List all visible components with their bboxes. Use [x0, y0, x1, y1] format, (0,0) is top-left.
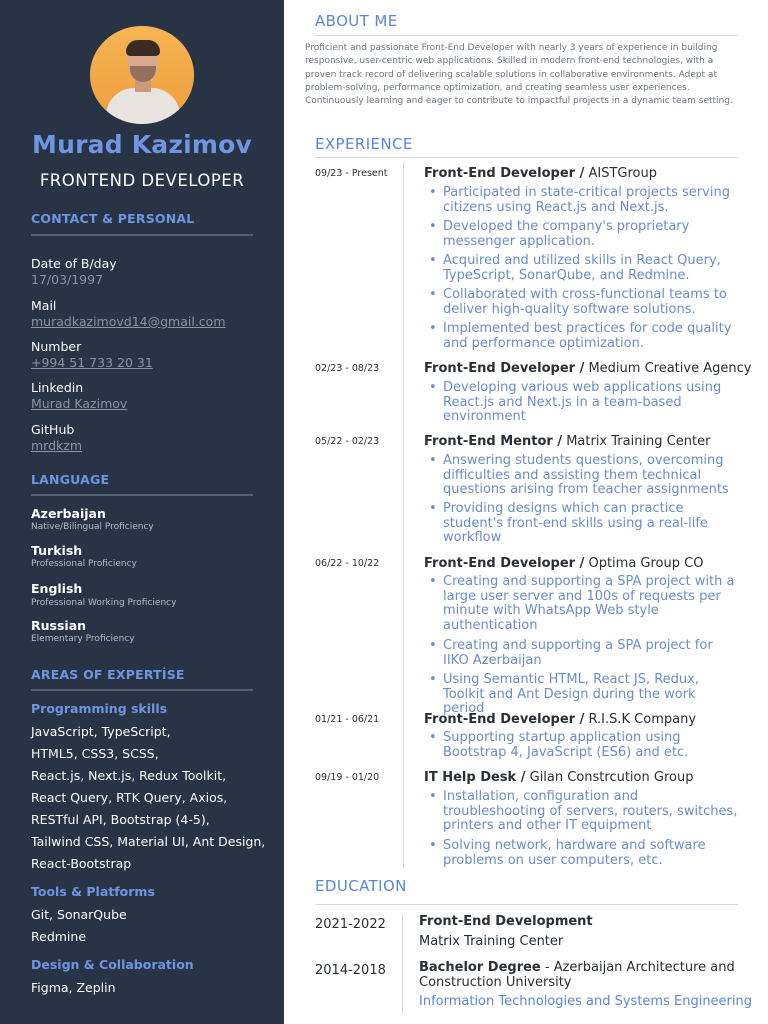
avatar	[90, 26, 194, 124]
expertise-section-title: AREAS OF EXPERTİSE	[31, 667, 185, 682]
contact-link-linkedin[interactable]: Murad Kazimov	[31, 396, 128, 411]
education-field: Information Technologies and Systems Engineering	[419, 994, 752, 1009]
skill-line: React.js, Next.js, Redux Toolkit,	[31, 768, 227, 783]
job-heading	[424, 770, 693, 785]
contact-link-github[interactable]: mrdkzm	[31, 438, 83, 453]
job-bullet: • Installation, configuration and troubleshooting of servers, routers, switches, printers and other IT equipment	[429, 790, 739, 834]
education-title: EDUCATION	[315, 877, 407, 895]
job-date: 09/19 - 01/20	[315, 772, 380, 783]
skill-line: RESTful API, Bootstrap (4-5),	[31, 812, 210, 827]
job-title: Front-End Mentor /	[424, 434, 563, 449]
job-bullet: • Supporting startup application using Bootstrap 4, JavaScript (ES6) and etc.	[429, 731, 739, 760]
timeline-line	[403, 162, 404, 868]
job-bullet: • Solving network, hardware and software problems on user computers, etc.	[429, 839, 739, 868]
skill-line: Redmine	[31, 929, 87, 944]
contact-label-birthday: Date of B/day	[31, 256, 117, 271]
job-date: 02/23 - 08/23	[315, 363, 380, 374]
language-level: Native/Bilingual Proficiency	[31, 522, 154, 532]
skill-group-title: Tools & Platforms	[31, 884, 155, 899]
language-name: Azerbaijan	[31, 506, 106, 521]
contact-label-mail: Mail	[31, 298, 57, 313]
job-title: IT Help Desk /	[424, 770, 526, 785]
skill-group-title: Programming skills	[31, 701, 168, 716]
education-institution: Matrix Training Center	[419, 934, 564, 949]
job-bullet: • Answering students questions, overcoming difficulties and assisting them technical questions arising from teacher assignments	[429, 454, 739, 498]
language-section-title: LANGUAGE	[31, 472, 110, 487]
job-heading	[424, 166, 657, 181]
job-company: Matrix Training Center	[562, 434, 711, 449]
job-heading	[424, 434, 710, 449]
language-level: Elementary Proficiency	[31, 634, 135, 644]
job-date: 01/21 - 06/21	[315, 714, 380, 725]
divider	[315, 157, 738, 158]
language-name: Russian	[31, 618, 87, 633]
about-title: ABOUT ME	[315, 12, 398, 30]
job-heading	[424, 556, 703, 571]
job-heading	[424, 712, 696, 727]
about-text: Proficient and passionate Front-End Developer with nearly 3 years of experience in building responsive, user-centric web applications. Skilled in modern front-end technologies, with a proven track record of delivering scalable solutions in collaborative environments. Adept at problem-solving, performance optimization, and creating seamless user experiences. Continuously learning and eager to contribute to impactful projects in a dynamic team setting.	[305, 43, 733, 107]
profile-name: Murad Kazimov	[32, 130, 252, 159]
contact-label-number: Number	[31, 339, 82, 354]
job-date: 05/22 - 02/23	[315, 436, 380, 447]
divider	[31, 234, 253, 236]
contact-link-mail[interactable]: muradkazimovd14@gmail.com	[31, 314, 226, 329]
education-title-item	[419, 960, 749, 990]
language-level: Professional Proficiency	[31, 559, 137, 569]
job-title: Front-End Developer /	[424, 361, 585, 376]
divider	[31, 494, 253, 496]
job-title: Front-End Developer /	[424, 166, 585, 181]
skill-line: React-Bootstrap	[31, 856, 132, 871]
job-bullet: • Providing designs which can practice student's front-end skills using a real-life workflow	[429, 502, 739, 546]
job-bullet: • Collaborated with cross-functional teams to deliver high-quality software solutions.	[429, 288, 739, 317]
skill-line: Figma, Zeplin	[31, 980, 116, 995]
experience-title: EXPERIENCE	[315, 135, 413, 153]
job-bullet: • Developed the company's proprietary messenger application.	[429, 220, 739, 249]
skill-line: Git, SonarQube	[31, 907, 127, 922]
education-title-item	[419, 914, 749, 929]
language-name: Turkish	[31, 543, 83, 558]
job-date: 06/22 - 10/22	[315, 558, 380, 569]
job-bullet: • Participated in state-critical projects serving citizens using React.js and Next.js.	[429, 186, 739, 215]
job-bullet: • Acquired and utilized skills in React Query, TypeScript, SonarQube, and Redmine.	[429, 254, 739, 283]
job-title: Front-End Developer /	[424, 712, 585, 727]
contact-label-github: GitHub	[31, 422, 75, 437]
job-bullet: • Developing various web applications using React.js and Next.js in a team-based environment	[429, 381, 739, 425]
timeline-line	[402, 914, 403, 1014]
job-company: Medium Creative Agency	[584, 361, 752, 376]
job-heading	[424, 361, 751, 376]
profile-role: FRONTEND DEVELOPER	[39, 171, 245, 190]
contact-value-birthday: 17/03/1997	[31, 272, 104, 287]
job-bullet: • Creating and supporting a SPA project for IIKO Azerbaijan	[429, 639, 739, 668]
job-bullet: • Creating and supporting a SPA project with a large user server and 100s of requests per minute with WhatsApp Web style authentication	[429, 575, 739, 633]
education-date: 2014-2018	[315, 963, 386, 978]
divider	[315, 35, 738, 36]
education-degree: Bachelor Degree	[419, 960, 541, 975]
language-level: Professional Working Proficiency	[31, 598, 177, 608]
education-institution: - Azerbaijan Architecture and Construction University	[419, 960, 735, 990]
contact-link-number[interactable]: +994 51 733 20 31	[31, 355, 153, 370]
job-company: Gilan Constrcution Group	[525, 770, 694, 785]
education-degree: Front-End Development	[419, 914, 593, 929]
divider	[31, 689, 253, 691]
contact-section-title: CONTACT & PERSONAL	[31, 211, 195, 226]
skill-line: Tailwind CSS, Material UI, Ant Design,	[31, 834, 266, 849]
main-content	[284, 0, 768, 1024]
skill-group-title: Design & Collaboration	[31, 957, 194, 972]
skill-line: React Query, RTK Query, Axios,	[31, 790, 228, 805]
sidebar	[0, 0, 284, 1024]
language-name: English	[31, 581, 83, 596]
skill-line: HTML5, CSS3, SCSS,	[31, 746, 159, 761]
job-company: Optima Group CO	[584, 556, 704, 571]
education-date: 2021-2022	[315, 917, 386, 932]
skill-line: JavaScript, TypeScript,	[31, 724, 171, 739]
contact-label-linkedin: Linkedin	[31, 380, 84, 395]
job-bullet: • Using Semantic HTML, React JS, Redux, Toolkit and Ant Design during the work period	[429, 673, 739, 717]
job-title: Front-End Developer /	[424, 556, 585, 571]
divider	[315, 904, 738, 905]
job-company: AISTGroup	[584, 166, 657, 181]
job-bullet: • Implemented best practices for code quality and performance optimization.	[429, 322, 739, 351]
job-date: 09/23 - Present	[315, 168, 388, 179]
job-company: R.I.S.K Company	[584, 712, 697, 727]
